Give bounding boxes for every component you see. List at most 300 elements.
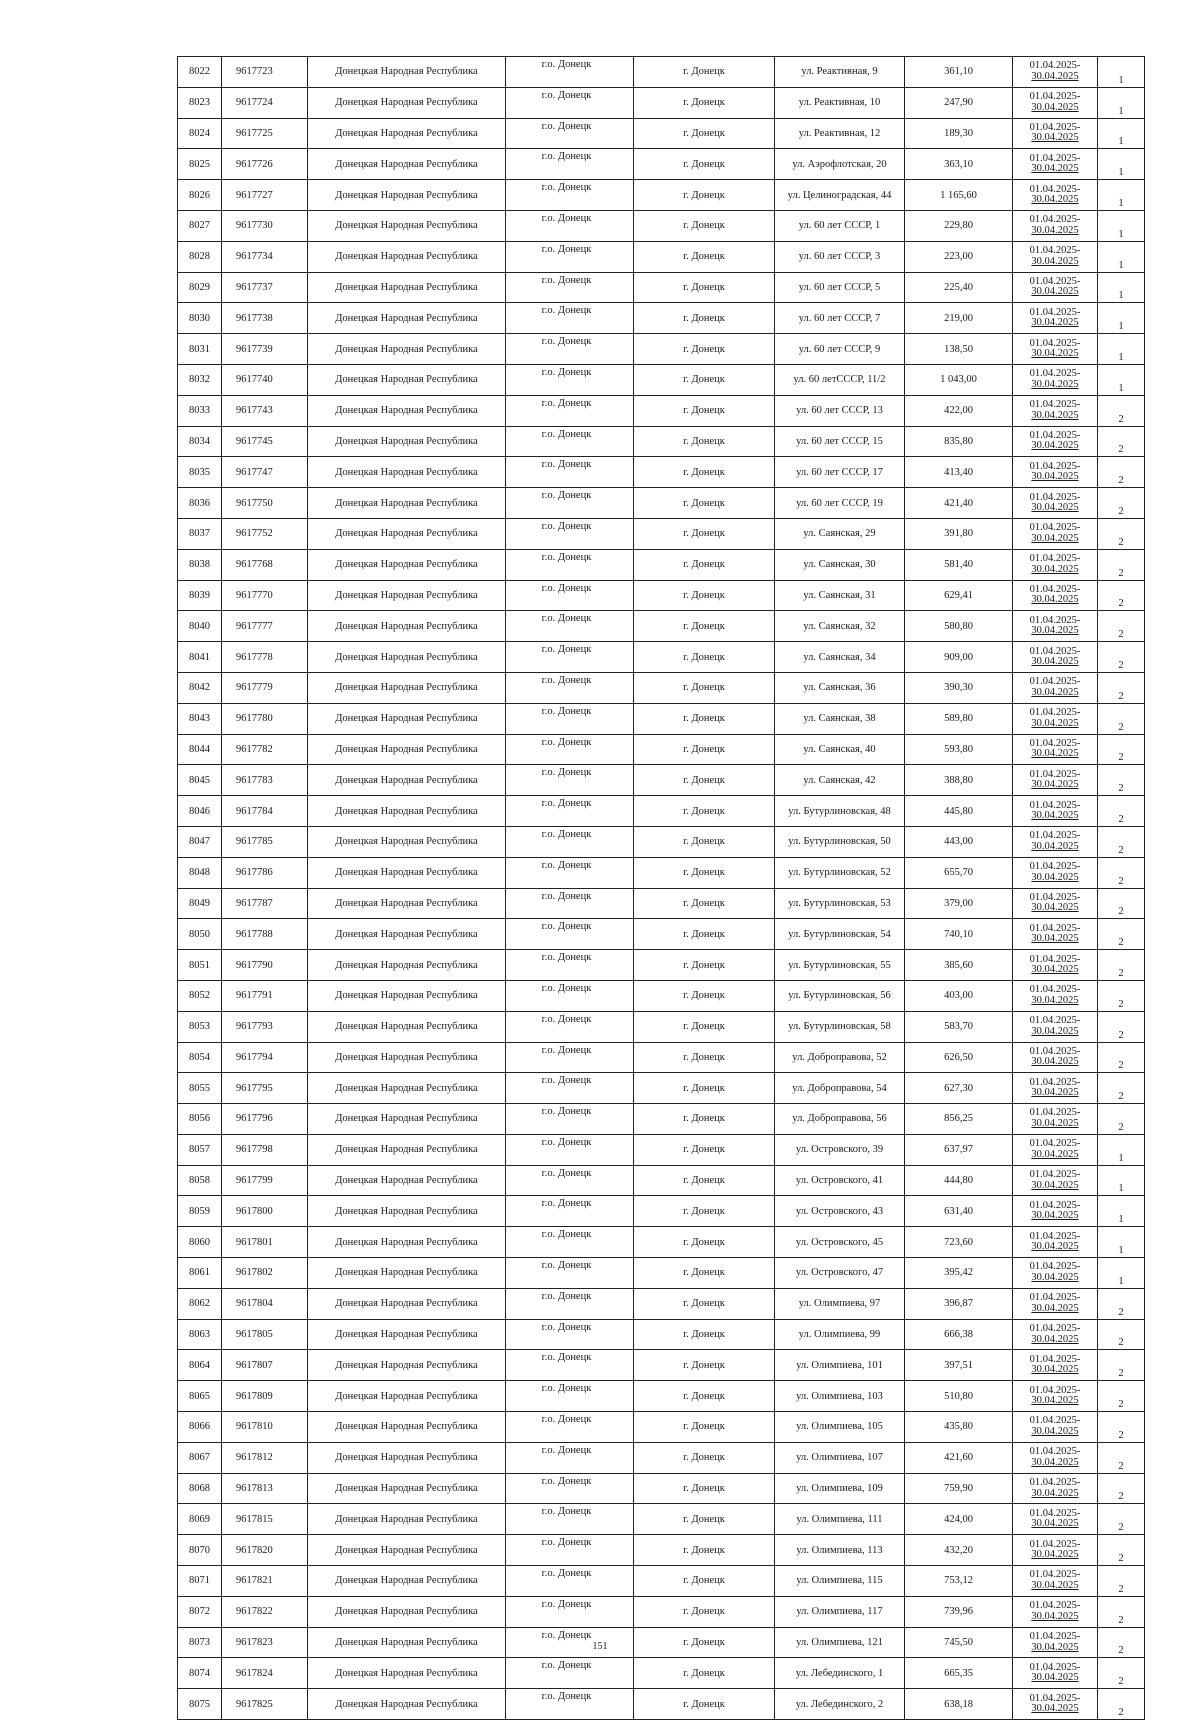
area-cell: 581,40 xyxy=(905,549,1013,580)
region-cell: Донецкая Народная Республика xyxy=(308,1473,506,1504)
object-id-cell: 9617809 xyxy=(222,1381,308,1412)
region-cell: Донецкая Народная Республика xyxy=(308,1288,506,1319)
period-cell xyxy=(1013,611,1098,642)
region-cell: Донецкая Народная Республика xyxy=(308,826,506,857)
category-cell: 2 xyxy=(1098,1042,1145,1073)
period-end: 30.04.2025 xyxy=(1031,779,1079,791)
row-number-cell: 8024 xyxy=(178,118,222,149)
category-cell: 2 xyxy=(1098,1473,1145,1504)
object-id-cell: 9617739 xyxy=(222,334,308,365)
region-cell: Донецкая Народная Республика xyxy=(308,180,506,211)
category-cell: 2 xyxy=(1098,672,1145,703)
city-cell: г. Донецк xyxy=(634,826,775,857)
period-cell xyxy=(1013,1011,1098,1042)
area-cell: 445,80 xyxy=(905,796,1013,827)
period-cell xyxy=(1013,303,1098,334)
district-cell: г.о. Донецк xyxy=(506,857,634,888)
category-cell: 1 xyxy=(1098,303,1145,334)
table-row xyxy=(178,426,1145,457)
category-cell: 2 xyxy=(1098,765,1145,796)
table-row xyxy=(178,611,1145,642)
city-cell: г. Донецк xyxy=(634,1566,775,1597)
row-number-cell: 8048 xyxy=(178,857,222,888)
category-cell: 2 xyxy=(1098,950,1145,981)
period-end: 30.04.2025 xyxy=(1031,440,1079,452)
district-cell: г.о. Донецк xyxy=(506,272,634,303)
period-cell xyxy=(1013,1566,1098,1597)
district-cell: г.о. Донецк xyxy=(506,1381,634,1412)
row-number-cell: 8026 xyxy=(178,180,222,211)
period-end: 30.04.2025 xyxy=(1031,1333,1079,1345)
table-row xyxy=(178,857,1145,888)
table-row xyxy=(178,1227,1145,1258)
city-cell: г. Донецк xyxy=(634,1319,775,1350)
region-cell: Донецкая Народная Республика xyxy=(308,1412,506,1443)
period-end: 30.04.2025 xyxy=(1031,1703,1079,1715)
category-cell: 2 xyxy=(1098,1319,1145,1350)
period-cell xyxy=(1013,118,1098,149)
street-cell: ул. Олимпиева, 105 xyxy=(775,1412,905,1443)
table-row xyxy=(178,734,1145,765)
street-cell: ул. Саянская, 36 xyxy=(775,672,905,703)
row-number-cell: 8070 xyxy=(178,1535,222,1566)
period-end: 30.04.2025 xyxy=(1031,1610,1079,1622)
city-cell: г. Донецк xyxy=(634,1258,775,1289)
object-id-cell: 9617727 xyxy=(222,180,308,211)
street-cell: ул. Олимпиева, 111 xyxy=(775,1504,905,1535)
row-number-cell: 8051 xyxy=(178,950,222,981)
object-id-cell: 9617783 xyxy=(222,765,308,796)
object-id-cell: 9617787 xyxy=(222,888,308,919)
period-start: 01.04.2025- xyxy=(1029,984,1081,996)
city-cell: г. Донецк xyxy=(634,1535,775,1566)
period-start: 01.04.2025- xyxy=(1029,1107,1081,1119)
row-number-cell: 8059 xyxy=(178,1196,222,1227)
table-row xyxy=(178,149,1145,180)
period-cell xyxy=(1013,1165,1098,1196)
table-row xyxy=(178,518,1145,549)
area-cell: 723,60 xyxy=(905,1227,1013,1258)
street-cell: ул. 60 лет СССР, 7 xyxy=(775,303,905,334)
object-id-cell: 9617807 xyxy=(222,1350,308,1381)
street-cell: ул. 60 лет СССР, 9 xyxy=(775,334,905,365)
period-end: 30.04.2025 xyxy=(1031,224,1079,236)
region-cell: Донецкая Народная Республика xyxy=(308,457,506,488)
row-number-cell: 8052 xyxy=(178,980,222,1011)
period-end: 30.04.2025 xyxy=(1031,717,1079,729)
object-id-cell: 9617788 xyxy=(222,919,308,950)
city-cell: г. Донецк xyxy=(634,334,775,365)
street-cell: ул. 60 лет СССР, 1 xyxy=(775,210,905,241)
period-end: 30.04.2025 xyxy=(1031,317,1079,329)
street-cell: ул. Олимпиева, 107 xyxy=(775,1442,905,1473)
street-cell: ул. Целиноградская, 44 xyxy=(775,180,905,211)
district-cell: г.о. Донецк xyxy=(506,1535,634,1566)
object-id-cell: 9617782 xyxy=(222,734,308,765)
table-row xyxy=(178,1073,1145,1104)
period-end: 30.04.2025 xyxy=(1031,502,1079,514)
district-cell: г.о. Донецк xyxy=(506,518,634,549)
row-number-cell: 8029 xyxy=(178,272,222,303)
table-row xyxy=(178,1535,1145,1566)
period-start: 01.04.2025- xyxy=(1029,399,1081,411)
object-id-cell: 9617747 xyxy=(222,457,308,488)
period-start: 01.04.2025- xyxy=(1029,306,1081,318)
period-start: 01.04.2025- xyxy=(1029,152,1081,164)
category-cell: 2 xyxy=(1098,642,1145,673)
district-cell: г.о. Донецк xyxy=(506,426,634,457)
city-cell: г. Донецк xyxy=(634,518,775,549)
row-number-cell: 8056 xyxy=(178,1104,222,1135)
period-cell xyxy=(1013,457,1098,488)
area-cell: 745,50 xyxy=(905,1627,1013,1658)
period-end: 30.04.2025 xyxy=(1031,70,1079,82)
area-cell: 223,00 xyxy=(905,241,1013,272)
period-end: 30.04.2025 xyxy=(1031,348,1079,360)
row-number-cell: 8050 xyxy=(178,919,222,950)
table-row xyxy=(178,1042,1145,1073)
period-cell xyxy=(1013,950,1098,981)
object-id-cell: 9617813 xyxy=(222,1473,308,1504)
area-cell: 229,80 xyxy=(905,210,1013,241)
object-id-cell: 9617730 xyxy=(222,210,308,241)
row-number-cell: 8054 xyxy=(178,1042,222,1073)
period-end: 30.04.2025 xyxy=(1031,840,1079,852)
period-start: 01.04.2025- xyxy=(1029,1477,1081,1489)
district-cell: г.о. Донецк xyxy=(506,826,634,857)
period-cell xyxy=(1013,796,1098,827)
period-end: 30.04.2025 xyxy=(1031,1087,1079,1099)
period-start: 01.04.2025- xyxy=(1029,337,1081,349)
category-cell: 2 xyxy=(1098,611,1145,642)
period-cell xyxy=(1013,1073,1098,1104)
table-row xyxy=(178,118,1145,149)
street-cell: ул. Аэрофлотская, 20 xyxy=(775,149,905,180)
row-number-cell: 8046 xyxy=(178,796,222,827)
period-cell xyxy=(1013,734,1098,765)
period-end: 30.04.2025 xyxy=(1031,532,1079,544)
district-cell: г.о. Донецк xyxy=(506,1350,634,1381)
area-cell: 856,25 xyxy=(905,1104,1013,1135)
category-cell: 2 xyxy=(1098,1073,1145,1104)
period-cell xyxy=(1013,580,1098,611)
area-cell: 388,80 xyxy=(905,765,1013,796)
table-row xyxy=(178,642,1145,673)
street-cell: ул. Лебединского, 1 xyxy=(775,1658,905,1689)
table-row xyxy=(178,1442,1145,1473)
street-cell: ул. Саянская, 38 xyxy=(775,703,905,734)
district-cell: г.о. Донецк xyxy=(506,1442,634,1473)
category-cell: 1 xyxy=(1098,334,1145,365)
period-cell xyxy=(1013,1350,1098,1381)
period-end: 30.04.2025 xyxy=(1031,1364,1079,1376)
area-cell: 740,10 xyxy=(905,919,1013,950)
city-cell: г. Донецк xyxy=(634,1227,775,1258)
period-cell xyxy=(1013,1381,1098,1412)
category-cell: 1 xyxy=(1098,57,1145,88)
region-cell: Донецкая Народная Республика xyxy=(308,1627,506,1658)
category-cell: 1 xyxy=(1098,1196,1145,1227)
object-id-cell: 9617784 xyxy=(222,796,308,827)
city-cell: г. Донецк xyxy=(634,703,775,734)
object-id-cell: 9617815 xyxy=(222,1504,308,1535)
region-cell: Донецкая Народная Республика xyxy=(308,303,506,334)
district-cell: г.о. Донецк xyxy=(506,950,634,981)
row-number-cell: 8049 xyxy=(178,888,222,919)
period-cell xyxy=(1013,980,1098,1011)
city-cell: г. Донецк xyxy=(634,611,775,642)
category-cell: 2 xyxy=(1098,796,1145,827)
street-cell: ул. Реактивная, 12 xyxy=(775,118,905,149)
area-cell: 189,30 xyxy=(905,118,1013,149)
category-cell: 1 xyxy=(1098,149,1145,180)
table-row xyxy=(178,919,1145,950)
table-row xyxy=(178,1504,1145,1535)
street-cell: ул. 60 летСССР, 11/2 xyxy=(775,364,905,395)
city-cell: г. Донецк xyxy=(634,1042,775,1073)
object-id-cell: 9617737 xyxy=(222,272,308,303)
table-row xyxy=(178,241,1145,272)
area-cell: 835,80 xyxy=(905,426,1013,457)
period-end: 30.04.2025 xyxy=(1031,1210,1079,1222)
period-cell xyxy=(1013,180,1098,211)
street-cell: ул. Олимпиева, 97 xyxy=(775,1288,905,1319)
row-number-cell: 8045 xyxy=(178,765,222,796)
area-cell: 396,87 xyxy=(905,1288,1013,1319)
region-cell: Донецкая Народная Республика xyxy=(308,1258,506,1289)
region-cell: Донецкая Народная Республика xyxy=(308,1134,506,1165)
region-cell: Донецкая Народная Республика xyxy=(308,426,506,457)
object-id-cell: 9617725 xyxy=(222,118,308,149)
street-cell: ул. Доброправова, 56 xyxy=(775,1104,905,1135)
period-end: 30.04.2025 xyxy=(1031,194,1079,206)
city-cell: г. Донецк xyxy=(634,118,775,149)
region-cell: Донецкая Народная Республика xyxy=(308,395,506,426)
region-cell: Донецкая Народная Республика xyxy=(308,488,506,519)
district-cell: г.о. Донецк xyxy=(506,1658,634,1689)
object-id-cell: 9617798 xyxy=(222,1134,308,1165)
street-cell: ул. Островского, 45 xyxy=(775,1227,905,1258)
district-cell: г.о. Донецк xyxy=(506,303,634,334)
area-cell: 363,10 xyxy=(905,149,1013,180)
category-cell: 2 xyxy=(1098,1658,1145,1689)
street-cell: ул. Олимпиева, 101 xyxy=(775,1350,905,1381)
period-end: 30.04.2025 xyxy=(1031,964,1079,975)
table-row xyxy=(178,457,1145,488)
street-cell: ул. Саянская, 40 xyxy=(775,734,905,765)
region-cell: Донецкая Народная Республика xyxy=(308,241,506,272)
street-cell: ул. Островского, 41 xyxy=(775,1165,905,1196)
city-cell: г. Донецк xyxy=(634,642,775,673)
row-number-cell: 8073 xyxy=(178,1627,222,1658)
street-cell: ул. Саянская, 29 xyxy=(775,518,905,549)
region-cell: Донецкая Народная Республика xyxy=(308,611,506,642)
region-cell: Донецкая Народная Республика xyxy=(308,919,506,950)
period-end: 30.04.2025 xyxy=(1031,101,1079,113)
period-start: 01.04.2025- xyxy=(1029,799,1081,811)
object-id-cell: 9617791 xyxy=(222,980,308,1011)
region-cell: Донецкая Народная Республика xyxy=(308,149,506,180)
street-cell: ул. Олимпиева, 115 xyxy=(775,1566,905,1597)
period-cell xyxy=(1013,1288,1098,1319)
category-cell: 1 xyxy=(1098,210,1145,241)
city-cell: г. Донецк xyxy=(634,980,775,1011)
category-cell: 1 xyxy=(1098,1134,1145,1165)
period-cell xyxy=(1013,1504,1098,1535)
period-start: 01.04.2025- xyxy=(1029,676,1081,688)
district-cell: г.о. Донецк xyxy=(506,364,634,395)
table-row xyxy=(178,980,1145,1011)
object-id-cell: 9617805 xyxy=(222,1319,308,1350)
period-cell xyxy=(1013,488,1098,519)
table-row xyxy=(178,272,1145,303)
area-cell: 379,00 xyxy=(905,888,1013,919)
district-cell: г.о. Донецк xyxy=(506,488,634,519)
district-cell: г.о. Донецк xyxy=(506,1566,634,1597)
object-id-cell: 9617820 xyxy=(222,1535,308,1566)
table-row xyxy=(178,826,1145,857)
area-cell: 631,40 xyxy=(905,1196,1013,1227)
district-cell: г.о. Донецк xyxy=(506,395,634,426)
street-cell: ул. Саянская, 42 xyxy=(775,765,905,796)
period-cell xyxy=(1013,1658,1098,1689)
period-end: 30.04.2025 xyxy=(1031,1395,1079,1407)
region-cell: Донецкая Народная Республика xyxy=(308,1319,506,1350)
table-row xyxy=(178,1689,1145,1720)
street-cell: ул. Олимпиева, 109 xyxy=(775,1473,905,1504)
object-id-cell: 9617794 xyxy=(222,1042,308,1073)
table-row xyxy=(178,1566,1145,1597)
object-id-cell: 9617723 xyxy=(222,57,308,88)
street-cell: ул. Доброправова, 52 xyxy=(775,1042,905,1073)
object-id-cell: 9617801 xyxy=(222,1227,308,1258)
object-id-cell: 9617821 xyxy=(222,1566,308,1597)
city-cell: г. Донецк xyxy=(634,1011,775,1042)
area-cell: 593,80 xyxy=(905,734,1013,765)
period-cell xyxy=(1013,703,1098,734)
period-start: 01.04.2025- xyxy=(1029,1199,1081,1211)
area-cell: 403,00 xyxy=(905,980,1013,1011)
city-cell: г. Донецк xyxy=(634,1196,775,1227)
district-cell: г.о. Донецк xyxy=(506,1073,634,1104)
region-cell: Донецкая Народная Республика xyxy=(308,580,506,611)
period-start: 01.04.2025- xyxy=(1029,91,1081,103)
table-row xyxy=(178,1104,1145,1135)
table-row xyxy=(178,334,1145,365)
region-cell: Донецкая Народная Республика xyxy=(308,1566,506,1597)
category-cell: 1 xyxy=(1098,272,1145,303)
region-cell: Донецкая Народная Республика xyxy=(308,118,506,149)
street-cell: ул. Реактивная, 9 xyxy=(775,57,905,88)
region-cell: Донецкая Народная Республика xyxy=(308,703,506,734)
period-start: 01.04.2025- xyxy=(1029,583,1081,595)
district-cell: г.о. Донецк xyxy=(506,210,634,241)
period-start: 01.04.2025- xyxy=(1029,1538,1081,1550)
row-number-cell: 8055 xyxy=(178,1073,222,1104)
city-cell: г. Донецк xyxy=(634,303,775,334)
table-row xyxy=(178,672,1145,703)
area-cell: 413,40 xyxy=(905,457,1013,488)
period-end: 30.04.2025 xyxy=(1031,1672,1079,1684)
city-cell: г. Донецк xyxy=(634,1689,775,1720)
district-cell: г.о. Донецк xyxy=(506,1504,634,1535)
category-cell: 2 xyxy=(1098,826,1145,857)
period-end: 30.04.2025 xyxy=(1031,1148,1079,1160)
table-body xyxy=(178,57,1145,1720)
row-number-cell: 8040 xyxy=(178,611,222,642)
category-cell: 2 xyxy=(1098,857,1145,888)
object-id-cell: 9617726 xyxy=(222,149,308,180)
region-cell: Донецкая Народная Республика xyxy=(308,1196,506,1227)
city-cell: г. Донецк xyxy=(634,1627,775,1658)
street-cell: ул. Бутурлиновская, 53 xyxy=(775,888,905,919)
period-start: 01.04.2025- xyxy=(1029,1353,1081,1365)
period-end: 30.04.2025 xyxy=(1031,810,1079,822)
period-cell xyxy=(1013,1412,1098,1443)
period-end: 30.04.2025 xyxy=(1031,286,1079,298)
period-start: 01.04.2025- xyxy=(1029,891,1081,903)
table-row xyxy=(178,1350,1145,1381)
city-cell: г. Донецк xyxy=(634,672,775,703)
street-cell: ул. Бутурлиновская, 56 xyxy=(775,980,905,1011)
period-start: 01.04.2025- xyxy=(1029,645,1081,657)
period-cell xyxy=(1013,1319,1098,1350)
period-end: 30.04.2025 xyxy=(1031,748,1079,760)
region-cell: Донецкая Народная Республика xyxy=(308,672,506,703)
period-cell xyxy=(1013,1442,1098,1473)
period-start: 01.04.2025- xyxy=(1029,707,1081,719)
period-cell xyxy=(1013,57,1098,88)
row-number-cell: 8043 xyxy=(178,703,222,734)
city-cell: г. Донецк xyxy=(634,1350,775,1381)
period-cell xyxy=(1013,1258,1098,1289)
category-cell: 2 xyxy=(1098,1689,1145,1720)
area-cell: 424,00 xyxy=(905,1504,1013,1535)
period-cell xyxy=(1013,1596,1098,1627)
period-end: 30.04.2025 xyxy=(1031,1425,1079,1437)
period-end: 30.04.2025 xyxy=(1031,1117,1079,1129)
city-cell: г. Донецк xyxy=(634,241,775,272)
row-number-cell: 8067 xyxy=(178,1442,222,1473)
area-cell: 443,00 xyxy=(905,826,1013,857)
period-start: 01.04.2025- xyxy=(1029,830,1081,842)
row-number-cell: 8042 xyxy=(178,672,222,703)
city-cell: г. Донецк xyxy=(634,1381,775,1412)
street-cell: ул. Бутурлиновская, 50 xyxy=(775,826,905,857)
period-cell xyxy=(1013,426,1098,457)
area-cell: 361,10 xyxy=(905,57,1013,88)
object-id-cell: 9617790 xyxy=(222,950,308,981)
row-number-cell: 8035 xyxy=(178,457,222,488)
row-number-cell: 8033 xyxy=(178,395,222,426)
period-start: 01.04.2025- xyxy=(1029,553,1081,565)
period-end: 30.04.2025 xyxy=(1031,1271,1079,1283)
period-start: 01.04.2025- xyxy=(1029,768,1081,780)
object-id-cell: 9617793 xyxy=(222,1011,308,1042)
row-number-cell: 8031 xyxy=(178,334,222,365)
category-cell: 2 xyxy=(1098,1627,1145,1658)
category-cell: 2 xyxy=(1098,395,1145,426)
district-cell: г.о. Донецк xyxy=(506,334,634,365)
category-cell: 1 xyxy=(1098,1227,1145,1258)
period-cell xyxy=(1013,1689,1098,1720)
street-cell: ул. 60 лет СССР, 5 xyxy=(775,272,905,303)
category-cell: 2 xyxy=(1098,1535,1145,1566)
row-number-cell: 8038 xyxy=(178,549,222,580)
district-cell: г.о. Донецк xyxy=(506,765,634,796)
area-cell: 666,38 xyxy=(905,1319,1013,1350)
area-cell: 510,80 xyxy=(905,1381,1013,1412)
